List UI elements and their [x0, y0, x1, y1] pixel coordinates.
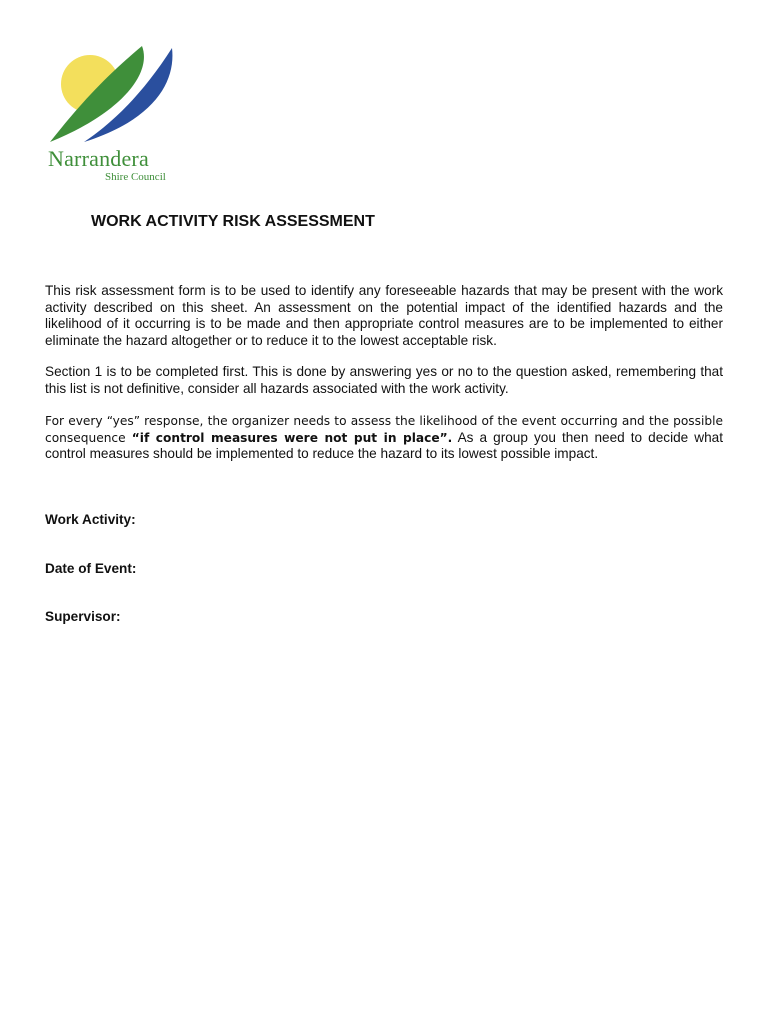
yes-response-lead: For every “yes” response, the organizer needs to assess the likelihood of the event occurring and the possible consequence [45, 414, 723, 445]
logo-subtitle: Shire Council [105, 171, 166, 183]
yes-response-emphasis: “if control measures were not put in place”. [131, 430, 453, 445]
date-of-event-label: Date of Event: [45, 561, 137, 576]
document-title: WORK ACTIVITY RISK ASSESSMENT [91, 213, 375, 230]
council-logo [44, 42, 184, 186]
section-1-paragraph: Section 1 is to be completed first. This is done by answering yes or no to the question asked, remembering that this list is not definitive, consider all hazards associated with the work activity. [45, 364, 723, 396]
yes-response-paragraph [45, 413, 723, 463]
intro-paragraph: This risk assessment form is to be used to identify any foreseeable hazards that may be present with the work activity described on this sheet. An assessment on the potential impact of the identified hazards and the likelihood of it occurring is to be made and then appropriate control measures are to be implemented to either eliminate the hazard altogether or to reduce it to the lowest acceptable risk. [45, 283, 723, 348]
supervisor-label: Supervisor: [45, 609, 121, 624]
yes-response-tail: As a group you then need to decide what control measures should be implemented to reduce the hazard to its lowest possible impact. [45, 429, 723, 461]
logo-emblem-icon [44, 42, 184, 146]
logo-name: Narrandera [48, 146, 149, 171]
work-activity-label: Work Activity: [45, 512, 136, 527]
